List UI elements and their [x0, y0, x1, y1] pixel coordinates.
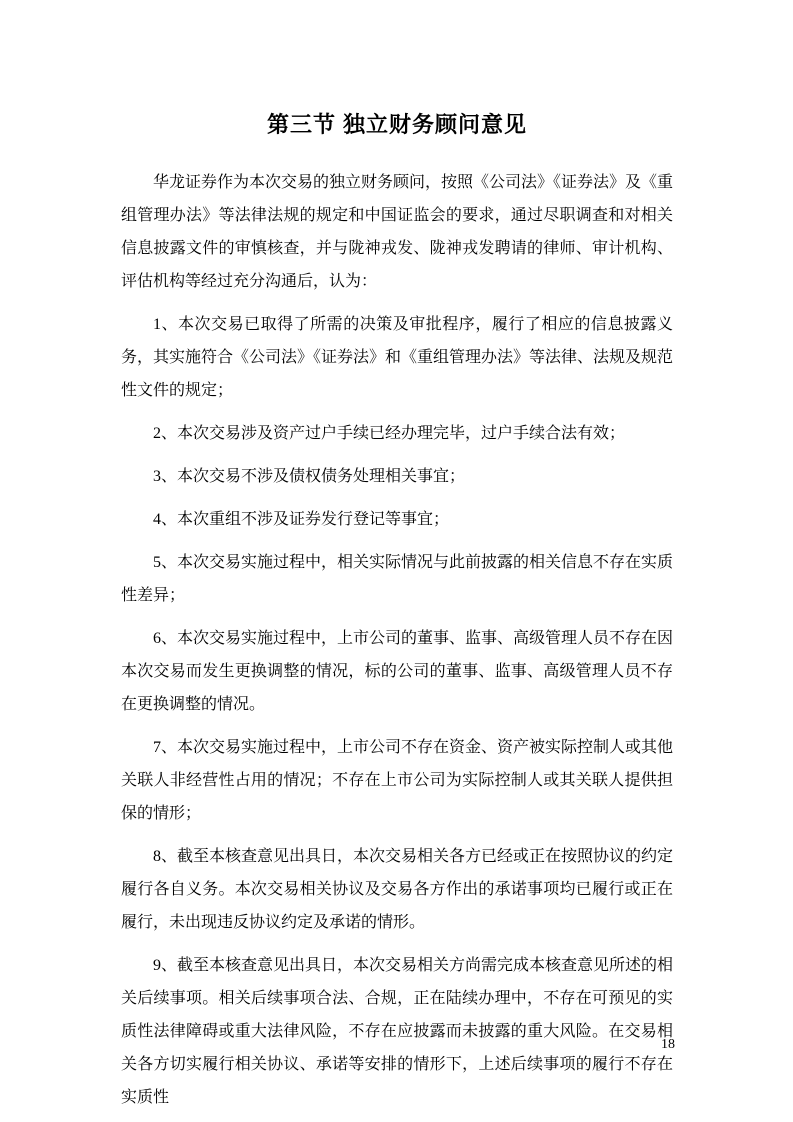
paragraph-item-7: 7、本次交易实施过程中，上市公司不存在资金、资产被实际控制人或其他关联人非经营性占用的情况；不存在上市公司为实际控制人或其关联人提供担保的情形； — [121, 739, 674, 822]
section-title: 第三节 独立财务顾问意见 — [266, 112, 528, 137]
paragraph-item-8: 8、截至本核查意见出具日，本次交易相关各方已经或正在按照协议的约定履行各自义务。本次交易相关协议及交易各方作出的承诺事项均已履行或正在履行，未出现违反协议约定及承诺的情形。 — [121, 848, 674, 931]
paragraph-item-9: 9、截至本核查意见出具日，本次交易相关方尚需完成本核查意见所述的相关后续事项。相关后续事项合法、合规，正在陆续办理中，不存在可预见的实质性法律障碍或重大法律风险，不存在应披露而未披露的重大风险。在交易相关各方切实履行相关协议、承诺等安排的情形下，上述后续事项的履行不存在实质性 — [121, 957, 674, 1106]
paragraph-item-2: 2、本次交易涉及资产过户手续已经办理完毕，过户手续合法有效； — [153, 425, 626, 442]
paragraph-item-3: 3、本次交易不涉及债权债务处理相关事宜； — [153, 468, 466, 485]
paragraph-item-6: 6、本次交易实施过程中，上市公司的董事、监事、高级管理人员不存在因本次交易而发生更换调整的情况，标的公司的董事、监事、高级管理人员不存在更换调整的情况。 — [121, 630, 674, 713]
paragraph-item-1: 1、本次交易已取得了所需的决策及审批程序，履行了相应的信息披露义务，其实施符合《公司法》《证券法》和《重组管理办法》等法律、法规及规范性文件的规定； — [121, 316, 674, 399]
page-number: 18 — [661, 1037, 675, 1052]
paragraph-item-4: 4、本次重组不涉及证券发行登记等事宜； — [153, 511, 450, 528]
paragraph-intro: 华龙证券作为本次交易的独立财务顾问，按照《公司法》《证券法》及《重组管理办法》等法律法规的规定和中国证监会的要求，通过尽职调查和对相关信息披露文件的审慎核查，并与陇神戎发、陇神戎发聘请的律师、审计机构、评估机构等经过充分沟通后，认为： — [121, 174, 674, 290]
paragraph-item-5: 5、本次交易实施过程中，相关实际情况与此前披露的相关信息不存在实质性差异； — [121, 554, 674, 604]
